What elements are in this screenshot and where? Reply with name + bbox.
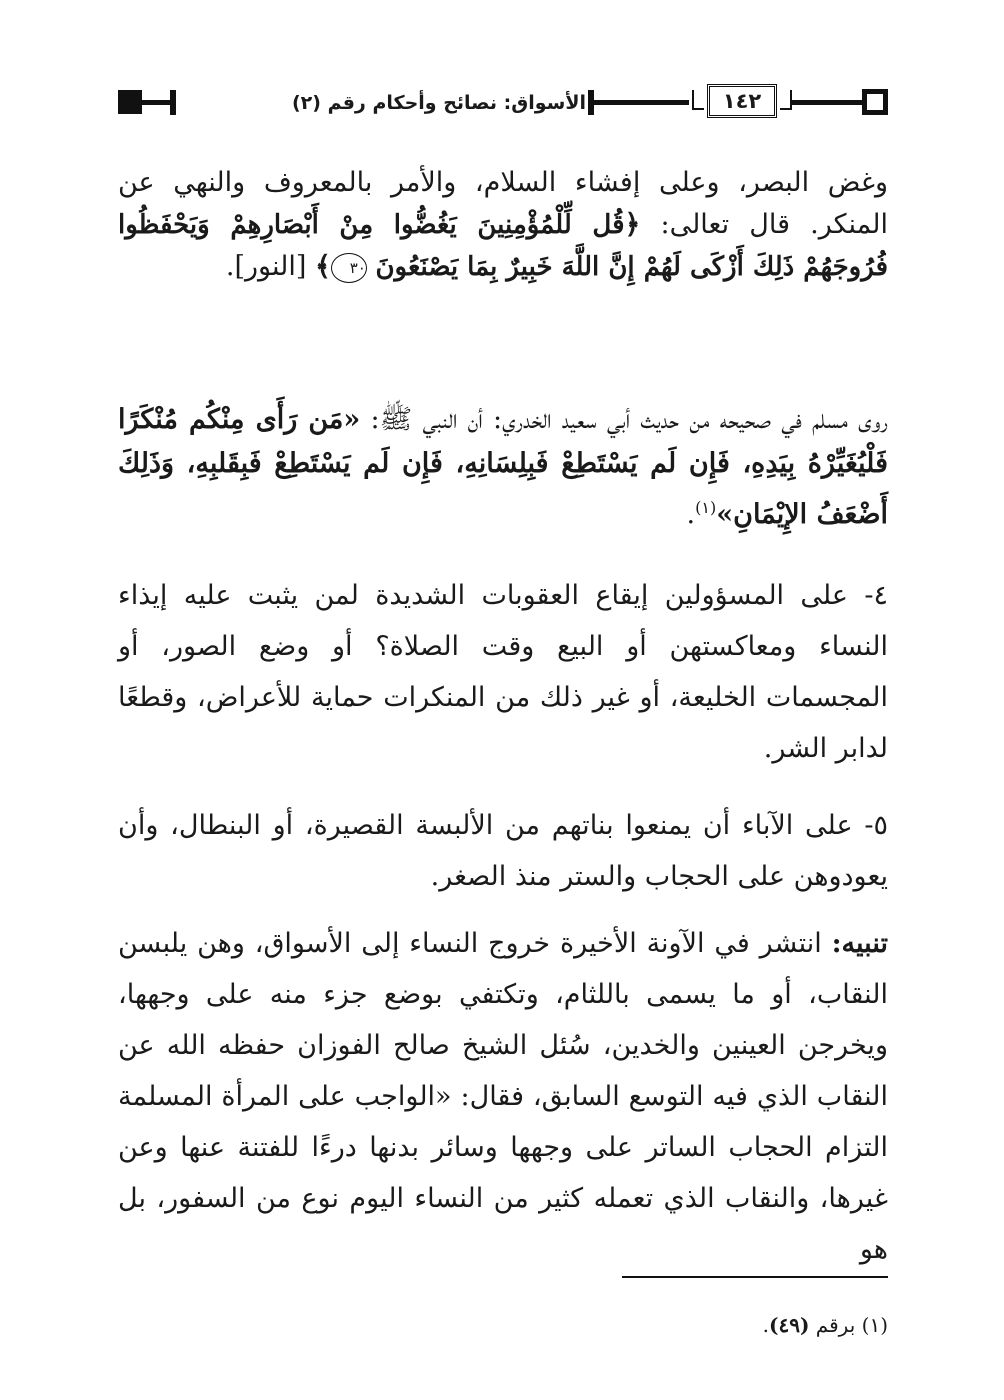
header-rule	[790, 100, 868, 105]
sentence-end: .	[686, 499, 696, 530]
paragraph-quran-quote	[118, 162, 888, 288]
paragraph-lead-text: وغض البصر، وعلى إفشاء السلام، والأمر بالمعروف والنهي عن المنكر. قال تعالى:	[118, 167, 888, 240]
header-filled-square-ornament	[118, 90, 142, 114]
page-header	[118, 80, 888, 124]
note-text: انتشر في الآونة الأخيرة خروج النساء إلى الأسواق، وهن يلبسن النقاب، أو ما يسمى باللثام، وتكتفي بوضع جزء منه على وجهها، ويخرجن العينين والخدين، سُئل الشيخ صالح الفوزان حفظه الله عن النقاب الذي فيه التوسع السابق، فقال: «الواجب على المرأة المسلمة التزام الحجاب الساتر على وجهها وسائر بدنها درءًا للفتنة عنها وعن غيرها، والنقاب الذي تعمله كثير من النساء اليوم نوع من السفور، بل هو	[118, 928, 888, 1265]
footnote-number: (٤٩)	[769, 1313, 810, 1337]
footnote-marker: (١)	[861, 1313, 888, 1337]
list-item-4: ٤- على المسؤولين إيقاع العقوبات الشديدة لمن يثبت عليه إيذاء النساء ومعاكستهن أو البيع وقت الصلاة؟ أو وضع الصور، أو المجسمات الخليعة، أو غير ذلك من المنكرات حماية للأعراض، وقطعًا لدابر الشر.	[118, 580, 888, 764]
list-item-5: ٥- على الآباء أن يمنعوا بناتهم من الألبسة القصيرة، أو البنطال، وأن يعودوهن على الحجاب والستر منذ الصغر.	[118, 810, 888, 892]
paragraph-hadith	[118, 398, 888, 537]
header-outline-square-ornament	[862, 89, 888, 115]
header-rule	[594, 100, 689, 105]
footnote-end: .	[762, 1313, 769, 1337]
hadith-text: «مَن رَأَى مِنْكُم مُنْكَرًا فَلْيُغَيِّرْهُ بِيَدِهِ، فَإِن لَم يَسْتَطِعْ فَبِلِسَانِهِ، فَإِن لَم يَسْتَطِعْ فَبِقَلبِهِ، وَذَلِكَ أَضْعَفُ الإِيْمَانِ»	[118, 404, 888, 530]
footnote-marker: (١)	[695, 498, 717, 517]
header-rule	[142, 100, 172, 105]
quran-verse: قُل لِّلْمُؤْمِنِينَ يَغُضُّوا مِنْ أَبْصَارِهِمْ وَيَحْفَظُوا فُرُوجَهُمْ ذَلِكَ أَزْكَى لَهُمْ إِنَّ اللَّهَ خَبِيرٌ بِمَا يَصْنَعُونَ	[118, 210, 888, 282]
note-label: تنبيه:	[831, 928, 888, 959]
footnote	[118, 1310, 888, 1340]
footnote-text: برقم	[815, 1313, 856, 1337]
ayah-open-bracket: ﴿	[624, 209, 641, 240]
running-title: الأسواق: نصائح وأحكام رقم (٢)	[291, 92, 586, 114]
paragraph-note	[118, 918, 888, 1275]
ayah-number-marker: ٣٠	[331, 253, 367, 283]
page-number: ١٤٢	[707, 84, 777, 118]
ayah-close-bracket: ﴾	[315, 251, 331, 282]
surah-reference: [النور].	[225, 251, 307, 282]
hadith-intro: روى مسلم في صحيحه من حديث أبي سعيد الخدري: أن النبي ﷺ:	[370, 404, 888, 435]
footnote-separator	[622, 1276, 888, 1278]
header-bar-ornament	[170, 90, 176, 115]
